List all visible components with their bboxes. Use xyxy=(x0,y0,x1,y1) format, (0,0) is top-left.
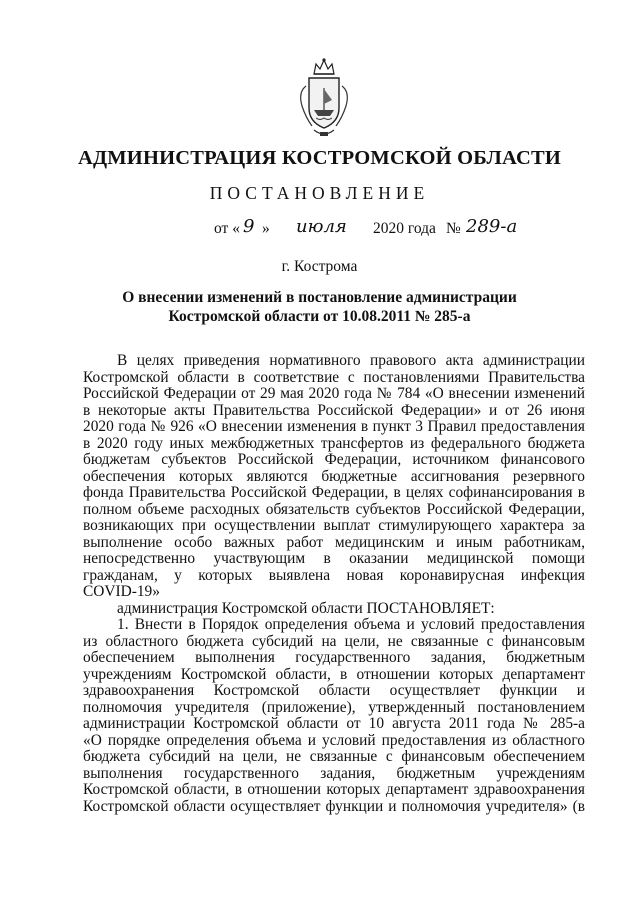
body-line: фонда Правительства Российской Федерации, в целях софинансирования в xyxy=(83,484,585,501)
number-sign: № xyxy=(446,220,461,237)
body-line: здравоохранения Костромской области осуществляет функции и xyxy=(83,682,585,699)
body-line: Костромской области в соответствие с постановлениями Правительства xyxy=(83,368,585,386)
body-line: Костромской области осуществляет функции и полномочия учредителя» (в xyxy=(83,797,585,815)
body-line: в 2020 году иных межбюджетных трансфертов из федерального бюджета xyxy=(83,434,585,452)
body-line: 2020 года № 926 «О внесении изменения в пункт 3 Правил предоставления xyxy=(83,418,585,435)
body-line: администрации Костромской области от 10 августа 2011 года № 285-а xyxy=(83,715,585,732)
organization-title: АДМИНИСТРАЦИЯ КОСТРОМСКОЙ ОБЛАСТИ xyxy=(77,147,562,169)
body-line: администрация Костромской области ПОСТАНОВЛЯЕТ: xyxy=(117,599,495,617)
body-line: обеспечения которых являются бюджетные ассигнования резервного xyxy=(83,467,585,485)
date-quote-close: » xyxy=(262,220,270,237)
body-line: полном объеме расходных обязательств субъектов Российской Федерации, xyxy=(83,500,585,518)
date-prefix: от « xyxy=(214,220,240,237)
body-line: возникающих при осуществлении выплат стимулирующего характера за xyxy=(83,517,585,534)
body-line: COVID-19» xyxy=(83,583,160,600)
subject-line: О внесении изменений в постановление администрации xyxy=(122,289,517,306)
subject-line: Костромской области от 10.08.2011 № 285-а xyxy=(168,308,471,325)
body-line: бюджетам субъектов Российской Федерации, источником финансового xyxy=(83,451,585,468)
date-number-line xyxy=(0,216,639,244)
body-line: бюджета субсидий на цели, не связанные с финансовым обеспечением xyxy=(83,748,585,765)
body-line: 1. Внести в Порядок определения объема и условий предоставления xyxy=(117,616,585,633)
document-subject xyxy=(0,288,639,326)
body-line: Российской Федерации от 29 мая 2020 года № 784 «О внесении изменений xyxy=(83,385,585,402)
body-line: обеспечением выполнения государственного задания, бюджетным xyxy=(83,649,585,666)
document-type: ПОСТАНОВЛЕНИЕ xyxy=(209,183,430,203)
date-day-handwritten: 9 xyxy=(243,216,255,237)
document-number-handwritten: 289-а xyxy=(466,216,518,237)
body-line: учреждениям Костромской области, в отношении которых департамент xyxy=(83,665,585,683)
document-body xyxy=(83,353,585,815)
body-line: В целях приведения нормативного правового акта администрации xyxy=(117,352,585,369)
body-line: непосредственно участвующим в оказании медицинской помощи xyxy=(83,550,585,567)
date-year: 2020 года xyxy=(373,220,436,237)
body-line: в некоторые акты Правительства Российской Федерации» и от 26 июня xyxy=(83,401,585,419)
body-line: «О порядке определения объема и условий предоставления из областного xyxy=(83,731,585,749)
coat-of-arms-emblem xyxy=(292,56,356,142)
body-line: из областного бюджета субсидий на цели, не связанные с финансовым xyxy=(83,632,585,650)
body-line: выполнения государственного задания, бюджетным учреждениям xyxy=(83,764,585,782)
body-line: выполнение особо важных работ медицинским и иным работникам, xyxy=(83,533,585,551)
date-month-handwritten: июля xyxy=(296,216,347,237)
body-line: полномочия учредителя (приложение), утвержденный постановлением xyxy=(83,698,585,716)
body-line: гражданам, у которых выявлена новая коронавирусная инфекция xyxy=(83,566,585,584)
city-name: г. Кострома xyxy=(281,258,358,275)
body-line: Костромской области, в отношении которых департамент здравоохранения xyxy=(83,781,585,798)
